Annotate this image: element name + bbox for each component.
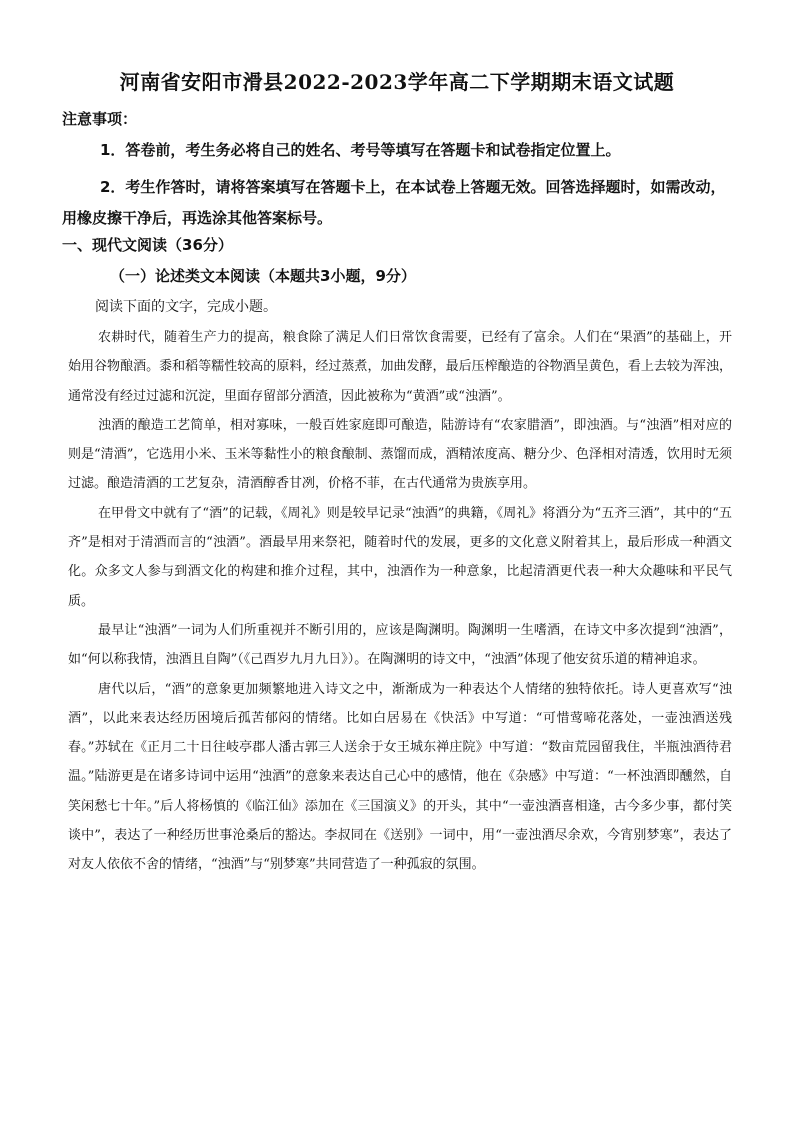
passage-paragraph-5: 唐代以后，“酒”的意象更加频繁地进入诗文之中，渐渐成为一种表达个人情绪的独特依托。诗人更喜欢写“浊酒”，以此来表达经历困境后孤苦郁闷的情绪。比如白居易在《快活》中写道：“可惜莺啼花落处，一壶浊酒送残春。”苏轼在《正月二十日往岐亭郡人潘古郭三人送余于女王城东禅庄院》中写道：“数亩荒园留我住，半瓶浊酒待君温。”陆游更是在诸多诗词中运用“浊酒”的意象来表达自己心中的感情，他在《杂感》中写道：“一杯浊酒即醺然，自笑闲愁七十年。”后人将杨慎的《临江仙》添加在《三国演义》的开头，其中“一壶浊酒喜相逢，古今多少事，都付笑谈中”，表达了一种经历世事沧桑后的豁达。李叔同在《送别》一词中，用“一壶浊酒尽余欢，今宵别梦寒”，表达了对友人依依不舍的情绪，“浊酒”与“别梦寒”共同营造了一种孤寂的氛围。 <box>68 681 732 873</box>
section-heading: 一、现代文阅读（36分） <box>62 236 233 254</box>
passage-paragraph-4: 最早让“浊酒”一词为人们所重视并不断引用的，应该是陶渊明。陶渊明一生嗜酒，在诗文中多次提到“浊酒”，如“何以称我情，浊酒且自陶”（《己酉岁九月九日》）。在陶渊明的诗文中，“浊酒”体现了他安贫乐道的精神追求。 <box>68 622 732 668</box>
subsection-heading: （一）论述类文本阅读（本题共3小题，9分） <box>110 267 416 285</box>
passage-paragraph-3: 在甲骨文中就有了“酒”的记载，《周礼》则是较早记录“浊酒”的典籍，《周礼》将酒分为“五齐三酒”，其中的“五齐”是相对于清酒而言的“浊酒”。酒最早用来祭祀，随着时代的发展，更多的文化意义附着其上，最后形成一种酒文化。众多文人参与到酒文化的构建和推介过程，其中，浊酒作为一种意象，比起清酒更代表一种大众趣味和平民气质。 <box>68 505 732 609</box>
passage-paragraph-1: 农耕时代，随着生产力的提高，粮食除了满足人们日常饮食需要，已经有了富余。人们在“果酒”的基础上，开始用谷物酿酒。黍和稻等糯性较高的原料，经过蒸煮，加曲发酵，最后压榨酿造的谷物酒呈黄色，看上去较为浑浊，通常没有经过过滤和沉淀，里面存留部分酒渣，因此被称为“黄酒”或“浊酒”。 <box>68 330 732 404</box>
passage-paragraph-2: 浊酒的酿造工艺简单，相对寡味，一般百姓家庭即可酿造，陆游诗有“农家腊酒”，即浊酒。与“浊酒”相对应的则是“清酒”，它选用小米、玉米等黏性小的粮食酿制、蒸馏而成，酒精浓度高、糖分少、色泽相对清透，饮用时无须过滤。酿造清酒的工艺复杂，清酒醇香甘冽，价格不菲，在古代通常为贵族享用。 <box>68 417 732 492</box>
exam-title: 河南省安阳市滑县2022-2023学年高二下学期期末语文试题 <box>119 70 675 94</box>
notice-item-1: 1．答卷前，考生务必将自己的姓名、考号等填写在答题卡和试卷指定位置上。 <box>100 141 621 159</box>
reading-instruction: 阅读下面的文字，完成小题。 <box>95 299 277 315</box>
notice-heading: 注意事项： <box>62 110 138 128</box>
notice-item-2: 2．考生作答时，请将答案填写在答题卡上，在本试卷上答题无效。回答选择题时，如需改动，用橡皮擦干净后，再选涂其他答案标号。 <box>62 178 726 227</box>
reading-passage <box>68 323 732 880</box>
